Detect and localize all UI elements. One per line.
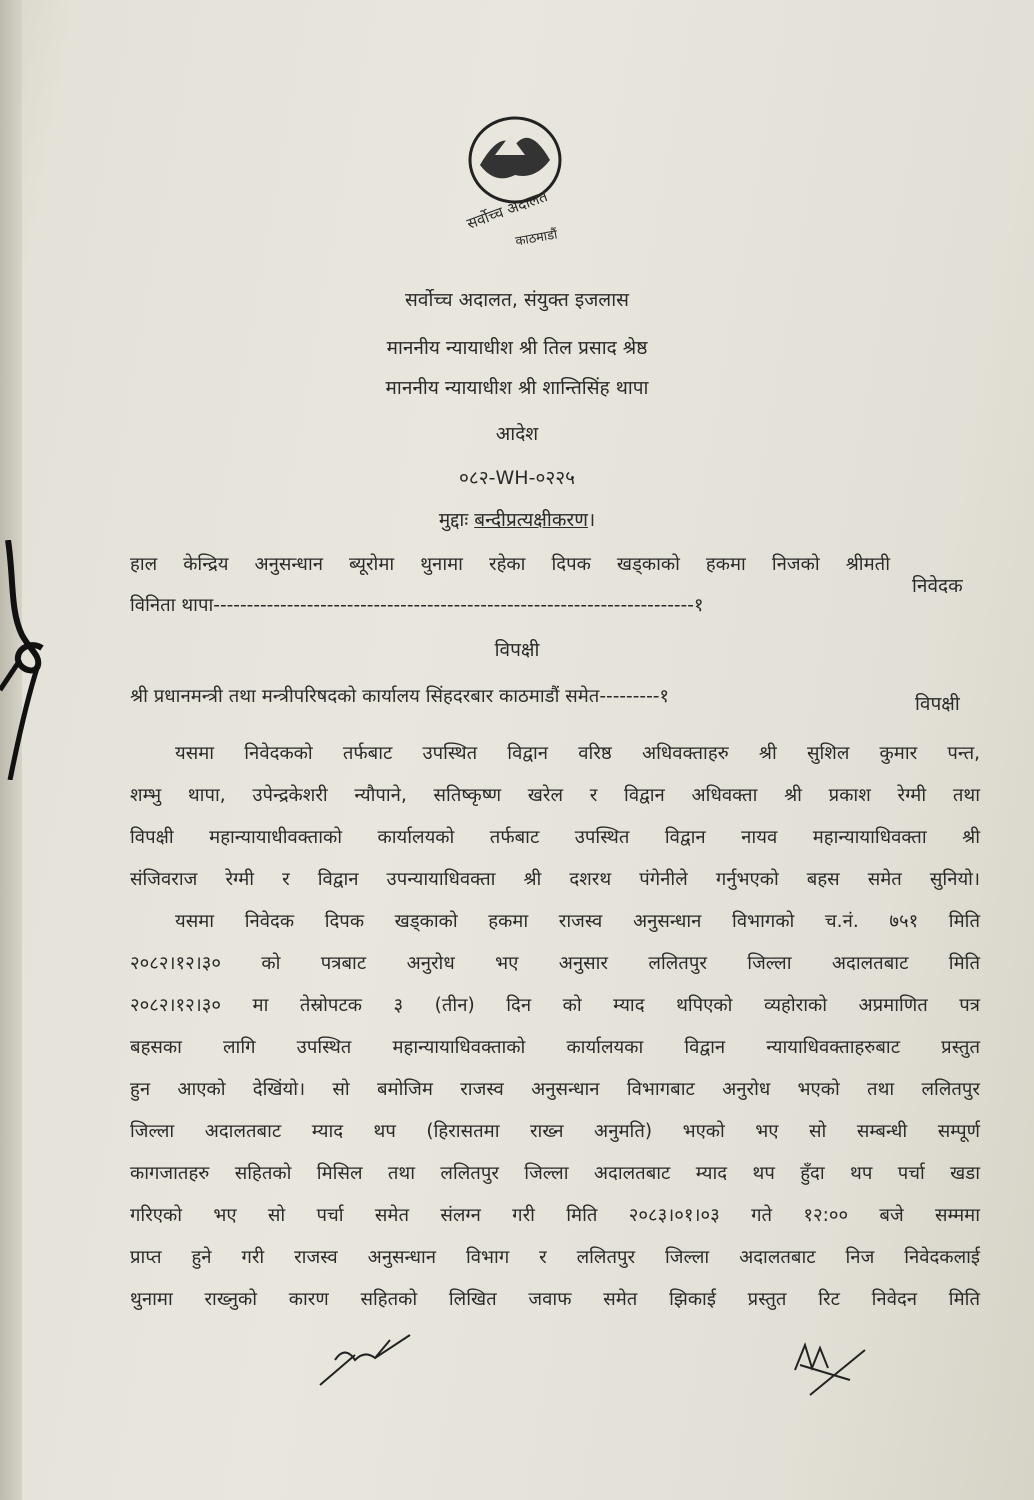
subject-value: बन्दीप्रत्यक्षीकरण [474, 509, 588, 531]
body-line: बहसका लागि उपस्थित महान्यायाधिवक्ताको कार्यालयका विद्वान न्यायाधिवक्ताहरुबाट प्रस्तुत [130, 1037, 980, 1058]
body-line: गरिएको भए सो पर्चा समेत संलग्न गरी मिति २०८३।०१।०३ गते १२:०० बजे सम्ममा [130, 1205, 980, 1226]
case-number: ०८२-WH-०२२५ [459, 467, 575, 489]
signature-left [315, 1330, 425, 1390]
court-seal-emblem [455, 110, 585, 260]
judge-1: माननीय न्यायाधीश श्री तिल प्रसाद श्रेष्ठ [386, 337, 648, 359]
body-line: कागजातहरु सहितको मिसिल तथा ललितपुर जिल्ला अदालतबाट म्याद थप हुँदा थप पर्चा खडा [130, 1163, 980, 1184]
petitioner-line-1: हाल केन्द्रिय अनुसन्धान ब्यूरोमा थुनामा रहेका दिपक खड्काको हकमा निजको श्रीमती [130, 554, 890, 575]
body-line: जिल्ला अदालतबाट म्याद थप (हिरासतमा राख्न अनुमति) भएको भए सो सम्बन्धी सम्पूर्ण [130, 1121, 980, 1142]
subject-end: । [587, 509, 596, 531]
body-line: २०८२।१२।३० को पत्रबाट अनुरोध भए अनुसार ललितपुर जिल्ला अदालतबाट मिति [130, 953, 980, 974]
body-line: यसमा निवेदक दिपक खड्काको हकमा राजस्व अनुसन्धान विभागको च.नं. ७५१ मिति [175, 911, 980, 932]
case-subject [0, 506, 1034, 532]
signature-right [790, 1340, 870, 1400]
body-line: थुनामा राख्नुको कारण सहितको लिखित जवाफ समेत झिकाई प्रस्तुत रिट निवेदन मिति [130, 1289, 980, 1310]
body-line: हुन आएको देखिंयो। सो बमोजिम राजस्व अनुसन्धान विभागबाट अनुरोध भएको तथा ललितपुर [130, 1079, 980, 1100]
respondent-role: विपक्षी [915, 693, 960, 715]
body-line: प्राप्त हुने गरी राजस्व अनुसन्धान विभाग र ललितपुर जिल्ला अदालतबाट निज निवेदकलाई [130, 1247, 980, 1268]
body-line: संजिवराज रेग्मी र विद्वान उपन्यायाधिवक्ता श्री दशरथ पंगेनीले गर्नुभएको बहस समेत सुनियो। [130, 869, 980, 890]
petitioner-role: निवेदक [912, 575, 963, 597]
body-line: यसमा निवेदकको तर्फबाट उपस्थित विद्वान वरिष्ठ अधिवक्ताहरु श्री सुशिल कुमार पन्त, [175, 743, 980, 764]
judge-2: माननीय न्यायाधीश श्री शान्तिसिंह थापा [385, 377, 649, 399]
versus-heading: विपक्षी [494, 639, 540, 661]
court-name: सर्वोच्च अदालत, संयुक्त इजलास [405, 289, 629, 311]
seal-text-top: सर्वोच्च अदालत [464, 187, 550, 233]
subject-label: मुद्दाः [438, 509, 469, 531]
body-line: २०८२।१२।३० मा तेस्रोपटक ३ (तीन) दिन को म्याद थपिएको व्यहोराको अप्रमाणित पत्र [130, 995, 980, 1016]
respondent-line: श्री प्रधानमन्त्री तथा मन्त्रीपरिषदको कार्यालय सिंहदरबार काठमाडौं समेत---------१ [130, 686, 670, 707]
seal-text-bottom: काठमाडौं [514, 227, 559, 250]
document-type: आदेश [495, 423, 539, 445]
body-line: शम्भु थापा, उपेन्द्रकेशरी न्यौपाने, सतिष्कृष्ण खरेल र विद्वान अधिवक्ता श्री प्रकाश रेग्मी तथा [130, 785, 980, 806]
petitioner-line-2: विनिता थापा------------------------------------------------------------------------१ [130, 595, 704, 616]
body-line: विपक्षी महान्यायाधीवक्ताको कार्यालयको तर्फबाट उपस्थित विद्वान नायव महान्यायाधिवक्ता श्री [130, 827, 980, 848]
